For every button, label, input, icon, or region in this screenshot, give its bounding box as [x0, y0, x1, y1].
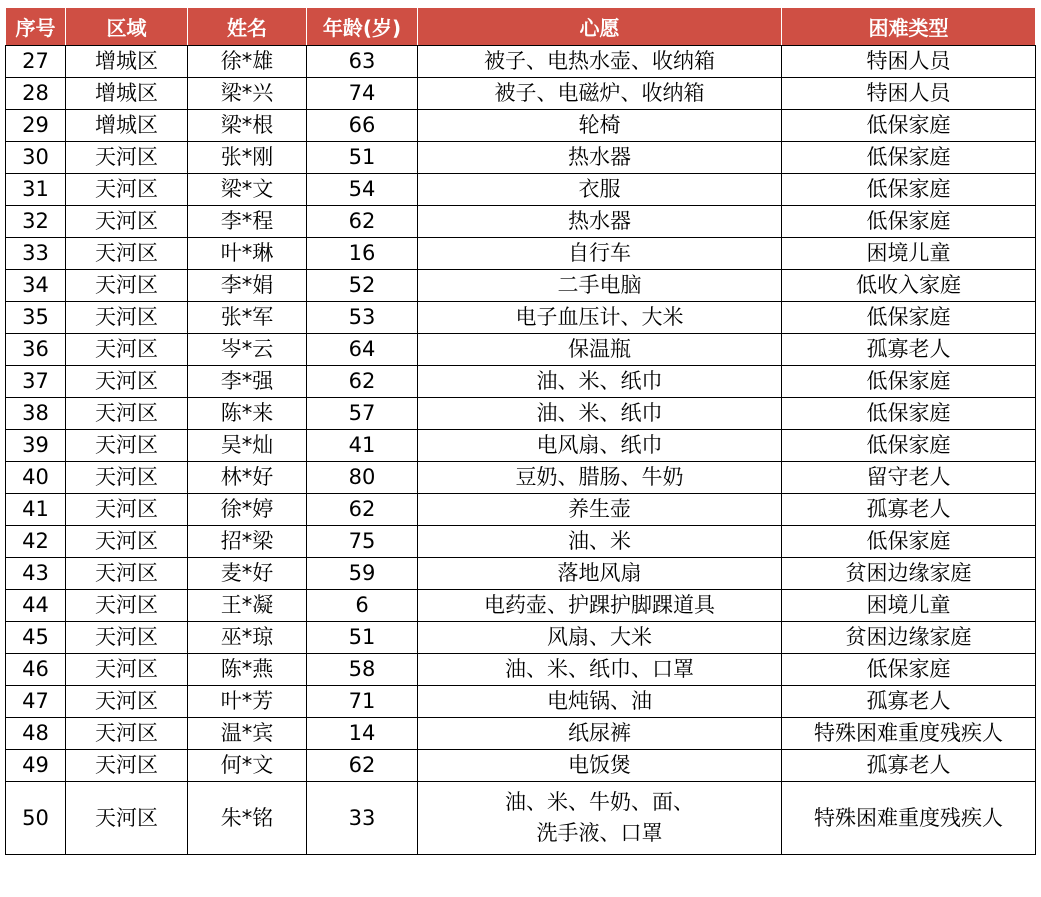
table-row [6, 334, 1036, 366]
cell-age: 62 [307, 366, 418, 398]
cell-age: 63 [307, 46, 418, 78]
table-row [6, 174, 1036, 206]
cell-no: 46 [6, 654, 66, 686]
cell-wish: 电子血压计、大米 [418, 302, 782, 334]
cell-age: 52 [307, 270, 418, 302]
cell-name: 李*娟 [188, 270, 307, 302]
cell-hardship: 低保家庭 [782, 526, 1036, 558]
cell-district: 天河区 [66, 238, 188, 270]
cell-name: 麦*好 [188, 558, 307, 590]
cell-hardship: 贫困边缘家庭 [782, 558, 1036, 590]
cell-age: 62 [307, 750, 418, 782]
cell-name: 徐*婷 [188, 494, 307, 526]
cell-district: 天河区 [66, 142, 188, 174]
cell-wish [418, 782, 782, 855]
cell-wish: 衣服 [418, 174, 782, 206]
cell-hardship: 困境儿童 [782, 590, 1036, 622]
cell-age: 57 [307, 398, 418, 430]
table-row [6, 430, 1036, 462]
table-row [6, 270, 1036, 302]
cell-name: 梁*根 [188, 110, 307, 142]
cell-name: 何*文 [188, 750, 307, 782]
cell-wish: 油、米、纸巾 [418, 398, 782, 430]
table-header [6, 8, 1036, 46]
table-row [6, 750, 1036, 782]
cell-district: 天河区 [66, 558, 188, 590]
cell-name: 叶*芳 [188, 686, 307, 718]
cell-name: 徐*雄 [188, 46, 307, 78]
cell-district: 天河区 [66, 750, 188, 782]
cell-no: 34 [6, 270, 66, 302]
header-row [6, 8, 1036, 46]
cell-no: 45 [6, 622, 66, 654]
table-row [6, 142, 1036, 174]
cell-no: 33 [6, 238, 66, 270]
cell-district: 增城区 [66, 110, 188, 142]
cell-district: 天河区 [66, 206, 188, 238]
cell-wish: 油、米、纸巾 [418, 366, 782, 398]
cell-hardship: 孤寡老人 [782, 494, 1036, 526]
cell-name: 李*强 [188, 366, 307, 398]
cell-wish: 被子、电热水壶、收纳箱 [418, 46, 782, 78]
table-row [6, 366, 1036, 398]
header-age: 年龄(岁) [307, 8, 418, 46]
cell-hardship: 孤寡老人 [782, 750, 1036, 782]
cell-district: 天河区 [66, 622, 188, 654]
cell-hardship: 孤寡老人 [782, 334, 1036, 366]
table-row [6, 782, 1036, 855]
cell-district: 天河区 [66, 270, 188, 302]
cell-wish: 电饭煲 [418, 750, 782, 782]
cell-name: 叶*琳 [188, 238, 307, 270]
cell-wish: 被子、电磁炉、收纳箱 [418, 78, 782, 110]
cell-age: 54 [307, 174, 418, 206]
cell-wish: 电炖锅、油 [418, 686, 782, 718]
cell-hardship: 留守老人 [782, 462, 1036, 494]
cell-age: 80 [307, 462, 418, 494]
header-hardship: 困难类型 [782, 8, 1036, 46]
cell-district: 天河区 [66, 686, 188, 718]
cell-name: 岑*云 [188, 334, 307, 366]
cell-name: 林*好 [188, 462, 307, 494]
cell-age: 33 [307, 782, 418, 855]
cell-age: 14 [307, 718, 418, 750]
cell-wish: 自行车 [418, 238, 782, 270]
cell-no: 38 [6, 398, 66, 430]
cell-no: 42 [6, 526, 66, 558]
cell-no: 41 [6, 494, 66, 526]
table-row [6, 526, 1036, 558]
table-row [6, 462, 1036, 494]
cell-district: 天河区 [66, 494, 188, 526]
cell-district: 增城区 [66, 78, 188, 110]
cell-wish: 落地风扇 [418, 558, 782, 590]
cell-name: 吴*灿 [188, 430, 307, 462]
cell-hardship: 特殊困难重度残疾人 [782, 782, 1036, 855]
table-row [6, 46, 1036, 78]
cell-district: 天河区 [66, 462, 188, 494]
cell-name: 温*宾 [188, 718, 307, 750]
cell-no: 44 [6, 590, 66, 622]
table-row [6, 206, 1036, 238]
cell-no: 39 [6, 430, 66, 462]
cell-wish: 保温瓶 [418, 334, 782, 366]
cell-no: 50 [6, 782, 66, 855]
cell-district: 天河区 [66, 334, 188, 366]
cell-no: 37 [6, 366, 66, 398]
header-district: 区域 [66, 8, 188, 46]
cell-age: 64 [307, 334, 418, 366]
table-body [6, 46, 1036, 855]
cell-wish: 二手电脑 [418, 270, 782, 302]
cell-hardship: 贫困边缘家庭 [782, 622, 1036, 654]
cell-no: 36 [6, 334, 66, 366]
cell-wish: 油、米、纸巾、口罩 [418, 654, 782, 686]
cell-district: 天河区 [66, 430, 188, 462]
cell-district: 天河区 [66, 302, 188, 334]
cell-hardship: 低保家庭 [782, 206, 1036, 238]
cell-name: 张*刚 [188, 142, 307, 174]
table-row [6, 622, 1036, 654]
cell-name: 招*梁 [188, 526, 307, 558]
cell-no: 35 [6, 302, 66, 334]
cell-hardship: 低保家庭 [782, 302, 1036, 334]
cell-hardship: 低保家庭 [782, 366, 1036, 398]
table-row [6, 654, 1036, 686]
cell-age: 66 [307, 110, 418, 142]
cell-no: 28 [6, 78, 66, 110]
cell-hardship: 困境儿童 [782, 238, 1036, 270]
cell-age: 51 [307, 142, 418, 174]
cell-name: 陈*燕 [188, 654, 307, 686]
cell-name: 梁*文 [188, 174, 307, 206]
cell-hardship: 低保家庭 [782, 654, 1036, 686]
cell-district: 天河区 [66, 590, 188, 622]
table-row [6, 110, 1036, 142]
cell-age: 59 [307, 558, 418, 590]
cell-hardship: 低保家庭 [782, 142, 1036, 174]
cell-hardship: 低保家庭 [782, 110, 1036, 142]
cell-age: 53 [307, 302, 418, 334]
cell-wish: 养生壶 [418, 494, 782, 526]
cell-wish-line-1: 油、米、牛奶、面、 [505, 790, 694, 814]
cell-wish: 油、米 [418, 526, 782, 558]
table-row [6, 686, 1036, 718]
cell-age: 58 [307, 654, 418, 686]
cell-hardship: 特困人员 [782, 46, 1036, 78]
table-row [6, 718, 1036, 750]
cell-age: 6 [307, 590, 418, 622]
table-row [6, 398, 1036, 430]
cell-name: 巫*琼 [188, 622, 307, 654]
cell-age: 62 [307, 206, 418, 238]
table-row [6, 590, 1036, 622]
cell-district: 天河区 [66, 782, 188, 855]
cell-age: 41 [307, 430, 418, 462]
cell-wish: 电风扇、纸巾 [418, 430, 782, 462]
cell-district: 天河区 [66, 526, 188, 558]
cell-age: 71 [307, 686, 418, 718]
header-no: 序号 [6, 8, 66, 46]
cell-no: 47 [6, 686, 66, 718]
cell-wish: 热水器 [418, 142, 782, 174]
cell-district: 天河区 [66, 366, 188, 398]
cell-wish-line-2: 洗手液、口罩 [536, 821, 663, 845]
cell-hardship: 低收入家庭 [782, 270, 1036, 302]
cell-wish: 风扇、大米 [418, 622, 782, 654]
cell-district: 天河区 [66, 718, 188, 750]
table-row [6, 558, 1036, 590]
cell-wish: 热水器 [418, 206, 782, 238]
wish-list-table [5, 7, 1036, 855]
cell-district: 天河区 [66, 654, 188, 686]
cell-name: 张*军 [188, 302, 307, 334]
cell-age: 74 [307, 78, 418, 110]
cell-no: 49 [6, 750, 66, 782]
header-wish: 心愿 [418, 8, 782, 46]
cell-hardship: 低保家庭 [782, 398, 1036, 430]
table-row [6, 78, 1036, 110]
cell-age: 16 [307, 238, 418, 270]
cell-age: 62 [307, 494, 418, 526]
table-row [6, 238, 1036, 270]
cell-no: 30 [6, 142, 66, 174]
cell-wish: 纸尿裤 [418, 718, 782, 750]
table-row [6, 302, 1036, 334]
cell-district: 增城区 [66, 46, 188, 78]
cell-no: 40 [6, 462, 66, 494]
cell-district: 天河区 [66, 398, 188, 430]
cell-district: 天河区 [66, 174, 188, 206]
cell-no: 31 [6, 174, 66, 206]
cell-hardship: 孤寡老人 [782, 686, 1036, 718]
cell-name: 梁*兴 [188, 78, 307, 110]
cell-hardship: 特殊困难重度残疾人 [782, 718, 1036, 750]
header-name: 姓名 [188, 8, 307, 46]
cell-name: 王*凝 [188, 590, 307, 622]
cell-name: 陈*来 [188, 398, 307, 430]
cell-age: 51 [307, 622, 418, 654]
cell-age: 75 [307, 526, 418, 558]
cell-no: 32 [6, 206, 66, 238]
cell-name: 李*程 [188, 206, 307, 238]
cell-no: 27 [6, 46, 66, 78]
cell-wish: 轮椅 [418, 110, 782, 142]
cell-hardship: 低保家庭 [782, 430, 1036, 462]
cell-no: 29 [6, 110, 66, 142]
cell-no: 43 [6, 558, 66, 590]
cell-wish: 电药壶、护踝护脚踝道具 [418, 590, 782, 622]
table-row [6, 494, 1036, 526]
cell-wish: 豆奶、腊肠、牛奶 [418, 462, 782, 494]
cell-name: 朱*铭 [188, 782, 307, 855]
cell-hardship: 特困人员 [782, 78, 1036, 110]
cell-hardship: 低保家庭 [782, 174, 1036, 206]
cell-no: 48 [6, 718, 66, 750]
